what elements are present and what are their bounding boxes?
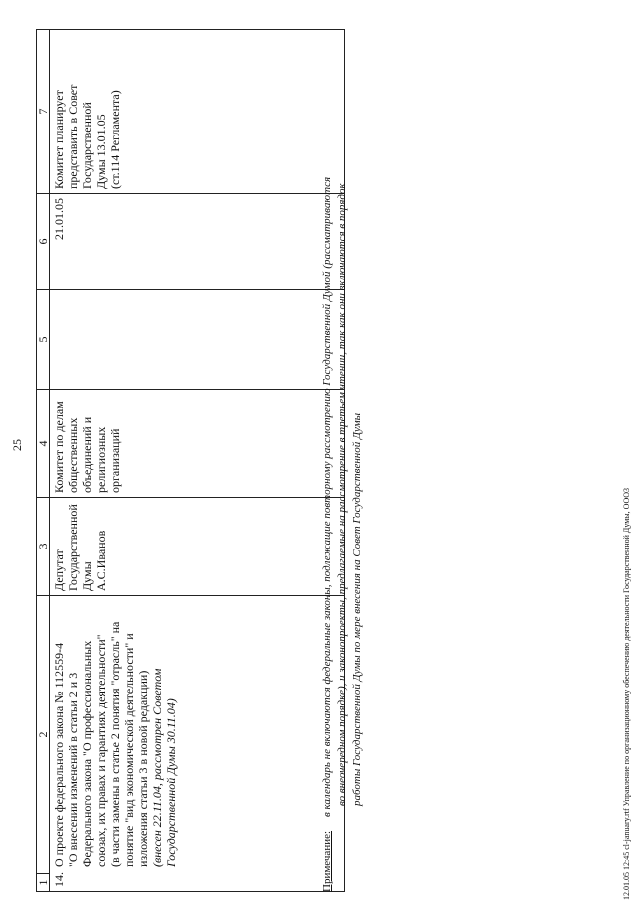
table-header-row xyxy=(37,30,50,892)
bill-title-cell xyxy=(50,596,345,892)
bill-title-line: изложения статьи 3 в новой редакции) xyxy=(136,670,150,867)
committee-line: общественных xyxy=(66,417,80,493)
author-cell xyxy=(50,498,345,596)
bill-title-line: "О внесении изменений в статьи 2 и 3 xyxy=(66,672,80,867)
author-line: Депутат xyxy=(52,549,66,591)
bill-status-line: Государственной Думы 30.11.04) xyxy=(164,698,178,867)
bill-status-line: (внесен 22.11.04, рассмотрен Советом xyxy=(150,668,164,867)
header-cell: 4 xyxy=(37,390,50,498)
bill-title-line: О проекте федерального закона № 112559-4 xyxy=(52,642,66,867)
table-row xyxy=(50,30,345,892)
bill-title-line: Федерального закона "О профессиональных xyxy=(80,640,94,867)
date-cell: 21.01.05 xyxy=(50,194,345,290)
col5-cell xyxy=(50,290,345,390)
remarks-line: (ст.114 Регламента) xyxy=(108,90,122,189)
note-block xyxy=(320,32,365,892)
author-line: Государственной xyxy=(66,504,80,591)
header-cell: 5 xyxy=(37,290,50,390)
header-cell: 1 xyxy=(37,874,50,892)
author-line: А.С.Иванов xyxy=(94,530,108,591)
bill-title-line: (в части замены в статье 2 понятия "отрасль" на xyxy=(108,621,122,867)
page-footer: 12.01.05 12:45 cl-january.rtf Управление по организационному обеспечению деятельности Государственной Думы, ООО3 xyxy=(622,487,631,900)
header-cell: 2 xyxy=(37,596,50,874)
note-line: во внеочередном порядке), и законопроекты, предлагаемые на рассмотрение в третьем чтении, так как они включаются в порядок xyxy=(336,183,348,806)
committee-line: организаций xyxy=(108,428,122,493)
remarks-cell xyxy=(50,30,345,194)
note-title: Примечание: xyxy=(321,830,333,892)
committee-line: объединений и xyxy=(80,416,94,493)
remarks-line: Государственной xyxy=(80,102,94,189)
committee-line: религиозных xyxy=(94,426,108,493)
author-line: Думы xyxy=(80,561,94,591)
header-cell: 7 xyxy=(37,30,50,194)
remarks-line: представить в Совет xyxy=(66,84,80,189)
page-number: 25 xyxy=(10,439,24,451)
note-line: в календарь не включаются федеральные законы, подлежащие повторному рассмотрению Государственной Думой (рассматриваются xyxy=(321,176,333,817)
note-line: работы Государственной Думы по мере внесения на Совет Государственной Думы xyxy=(351,412,363,806)
row-number: 14. xyxy=(52,872,66,887)
committee-cell xyxy=(50,390,345,498)
remarks-line: Комитет планирует xyxy=(52,90,66,189)
calendar-table xyxy=(36,29,345,892)
committee-line: Комитет по делам xyxy=(52,401,66,493)
remarks-line: Думы 13.01.05 xyxy=(94,114,108,189)
bill-title-line: союзах, их правах и гарантиях деятельности" xyxy=(94,634,108,867)
header-cell: 3 xyxy=(37,498,50,596)
bill-title-line: понятие "вид экономической деятельности" и xyxy=(122,633,136,867)
header-cell: 6 xyxy=(37,194,50,290)
